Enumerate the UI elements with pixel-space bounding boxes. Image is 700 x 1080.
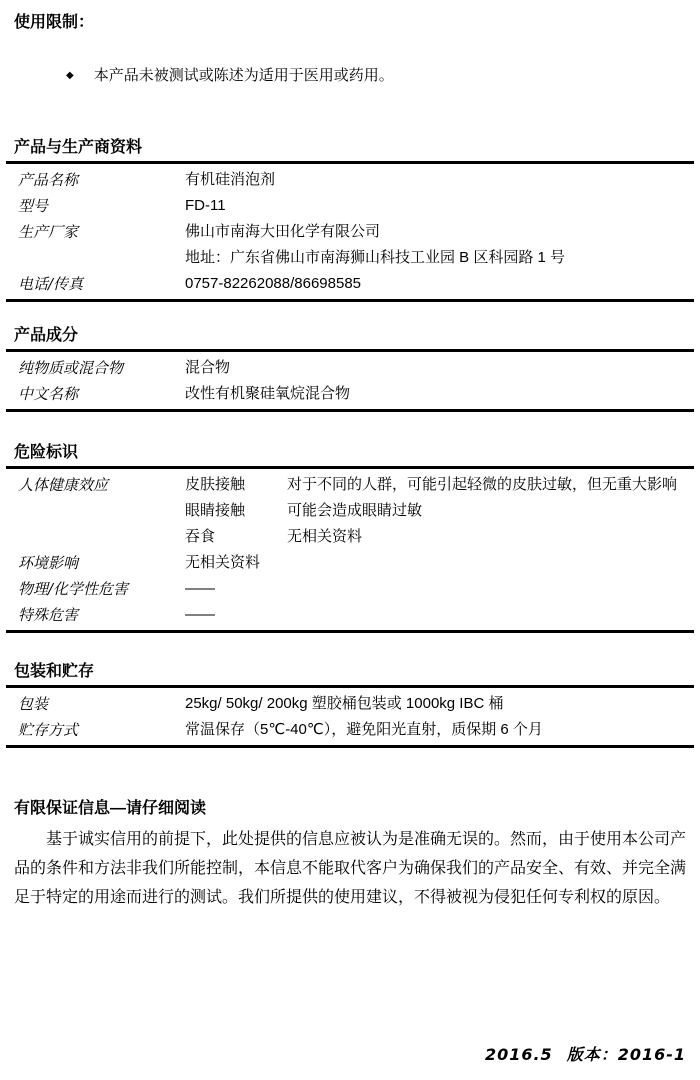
section-composition-heading: 产品成分 xyxy=(14,327,79,344)
section-product-info xyxy=(6,138,694,302)
product-info-rows xyxy=(6,164,694,299)
row-value xyxy=(287,602,694,628)
row-label xyxy=(18,245,185,271)
table-row xyxy=(18,245,694,271)
section-hazard-heading: 危险标识 xyxy=(14,444,79,461)
row-label xyxy=(18,524,185,550)
table-row xyxy=(18,602,694,628)
row-label: 纯物质或混合物 xyxy=(18,359,124,377)
use-restrictions-heading: 使用限制： xyxy=(14,14,95,31)
row-label: 包装 xyxy=(18,695,49,713)
table-row xyxy=(18,271,694,297)
section-rule xyxy=(6,409,694,412)
section-rule xyxy=(6,630,694,633)
row-label: 贮存方式 xyxy=(18,721,79,739)
row-label: 环境影响 xyxy=(18,554,79,572)
table-row xyxy=(18,717,694,743)
row-value: 常温保存（5℃-40℃），避免阳光直射，质保期 6 个月 xyxy=(185,721,543,738)
row-label: 中文名称 xyxy=(18,385,79,403)
row-label: 产品名称 xyxy=(18,171,79,189)
warranty-block xyxy=(14,798,686,912)
row-value: FD-11 xyxy=(185,197,226,214)
section-rule xyxy=(6,745,694,748)
table-row xyxy=(18,472,694,498)
table-row xyxy=(18,576,694,602)
section-rule xyxy=(6,299,694,302)
section-composition xyxy=(6,326,694,412)
use-restrictions-text: 本产品未被测试或陈述为适用于医用或药用。 xyxy=(93,67,394,84)
footer-version: 版本：2016-1 xyxy=(566,1045,686,1064)
row-sublabel: —— xyxy=(185,606,215,623)
table-row xyxy=(18,219,694,245)
row-label: 特殊危害 xyxy=(18,606,79,624)
warranty-text: 基于诚实信用的前提下，此处提供的信息应被认为是准确无误的。然而，由于使用本公司产品的条件和方法非我们所能控制，本信息不能取代客户为确保我们的产品安全、有效、并完全满足于特定的用途而进行的测试。我们所提供的使用建议，不得被视为侵犯任何专利权的原因。 xyxy=(14,831,687,906)
section-hazard xyxy=(6,443,694,633)
table-row xyxy=(18,498,694,524)
table-row xyxy=(18,524,694,550)
section-product-info-heading: 产品与生产商资料 xyxy=(14,139,143,156)
footer-date: 2016.5 xyxy=(484,1045,553,1064)
table-row xyxy=(18,381,694,407)
row-value: 佛山市南海大田化学有限公司 xyxy=(185,223,381,240)
table-row xyxy=(18,355,694,381)
table-row xyxy=(18,193,694,219)
row-value: 地址：广东省佛山市南海狮山科技工业园 B 区科园路 1 号 xyxy=(185,249,566,266)
row-sublabel: —— xyxy=(185,580,215,597)
packaging-rows xyxy=(6,688,694,745)
row-label: 物理/化学性危害 xyxy=(18,580,129,598)
use-restrictions-block xyxy=(0,0,700,86)
row-label: 型号 xyxy=(18,197,49,215)
row-value: 改性有机聚硅氧烷混合物 xyxy=(185,385,351,402)
section-packaging xyxy=(6,662,694,748)
row-value xyxy=(287,576,694,602)
row-sublabel: 无相关资料 xyxy=(185,554,261,571)
row-label: 人体健康效应 xyxy=(18,476,109,494)
table-row xyxy=(18,550,694,576)
row-label: 电话/传真 xyxy=(18,275,84,293)
use-restrictions-item xyxy=(66,66,686,86)
table-row xyxy=(18,691,694,717)
warranty-heading: 有限保证信息—请仔细阅读 xyxy=(14,800,207,817)
row-sublabel: 眼睛接触 xyxy=(185,502,246,519)
row-value: 有机硅消泡剂 xyxy=(185,171,276,188)
row-value: 无相关资料 xyxy=(287,528,363,545)
row-value: 对于不同的人群，可能引起轻微的皮肤过敏，但无重大影响 xyxy=(287,476,678,493)
row-label xyxy=(18,498,185,524)
row-value: 25kg/ 50kg/ 200kg 塑胶桶包装或 1000kg IBC 桶 xyxy=(185,695,504,712)
row-value: 0757-82262088/86698585 xyxy=(185,275,362,292)
row-sublabel: 皮肤接触 xyxy=(185,476,246,493)
row-sublabel: 吞食 xyxy=(185,528,216,545)
table-row xyxy=(18,167,694,193)
row-value: 可能会造成眼睛过敏 xyxy=(287,502,423,519)
diamond-bullet-icon: ◆ xyxy=(66,70,74,81)
section-packaging-heading: 包装和贮存 xyxy=(14,663,95,680)
row-value: 混合物 xyxy=(185,359,231,376)
row-label: 生产厂家 xyxy=(18,223,79,241)
composition-rows xyxy=(6,352,694,409)
row-value xyxy=(287,550,694,576)
hazard-rows xyxy=(6,469,694,630)
version-footer xyxy=(485,1042,686,1065)
